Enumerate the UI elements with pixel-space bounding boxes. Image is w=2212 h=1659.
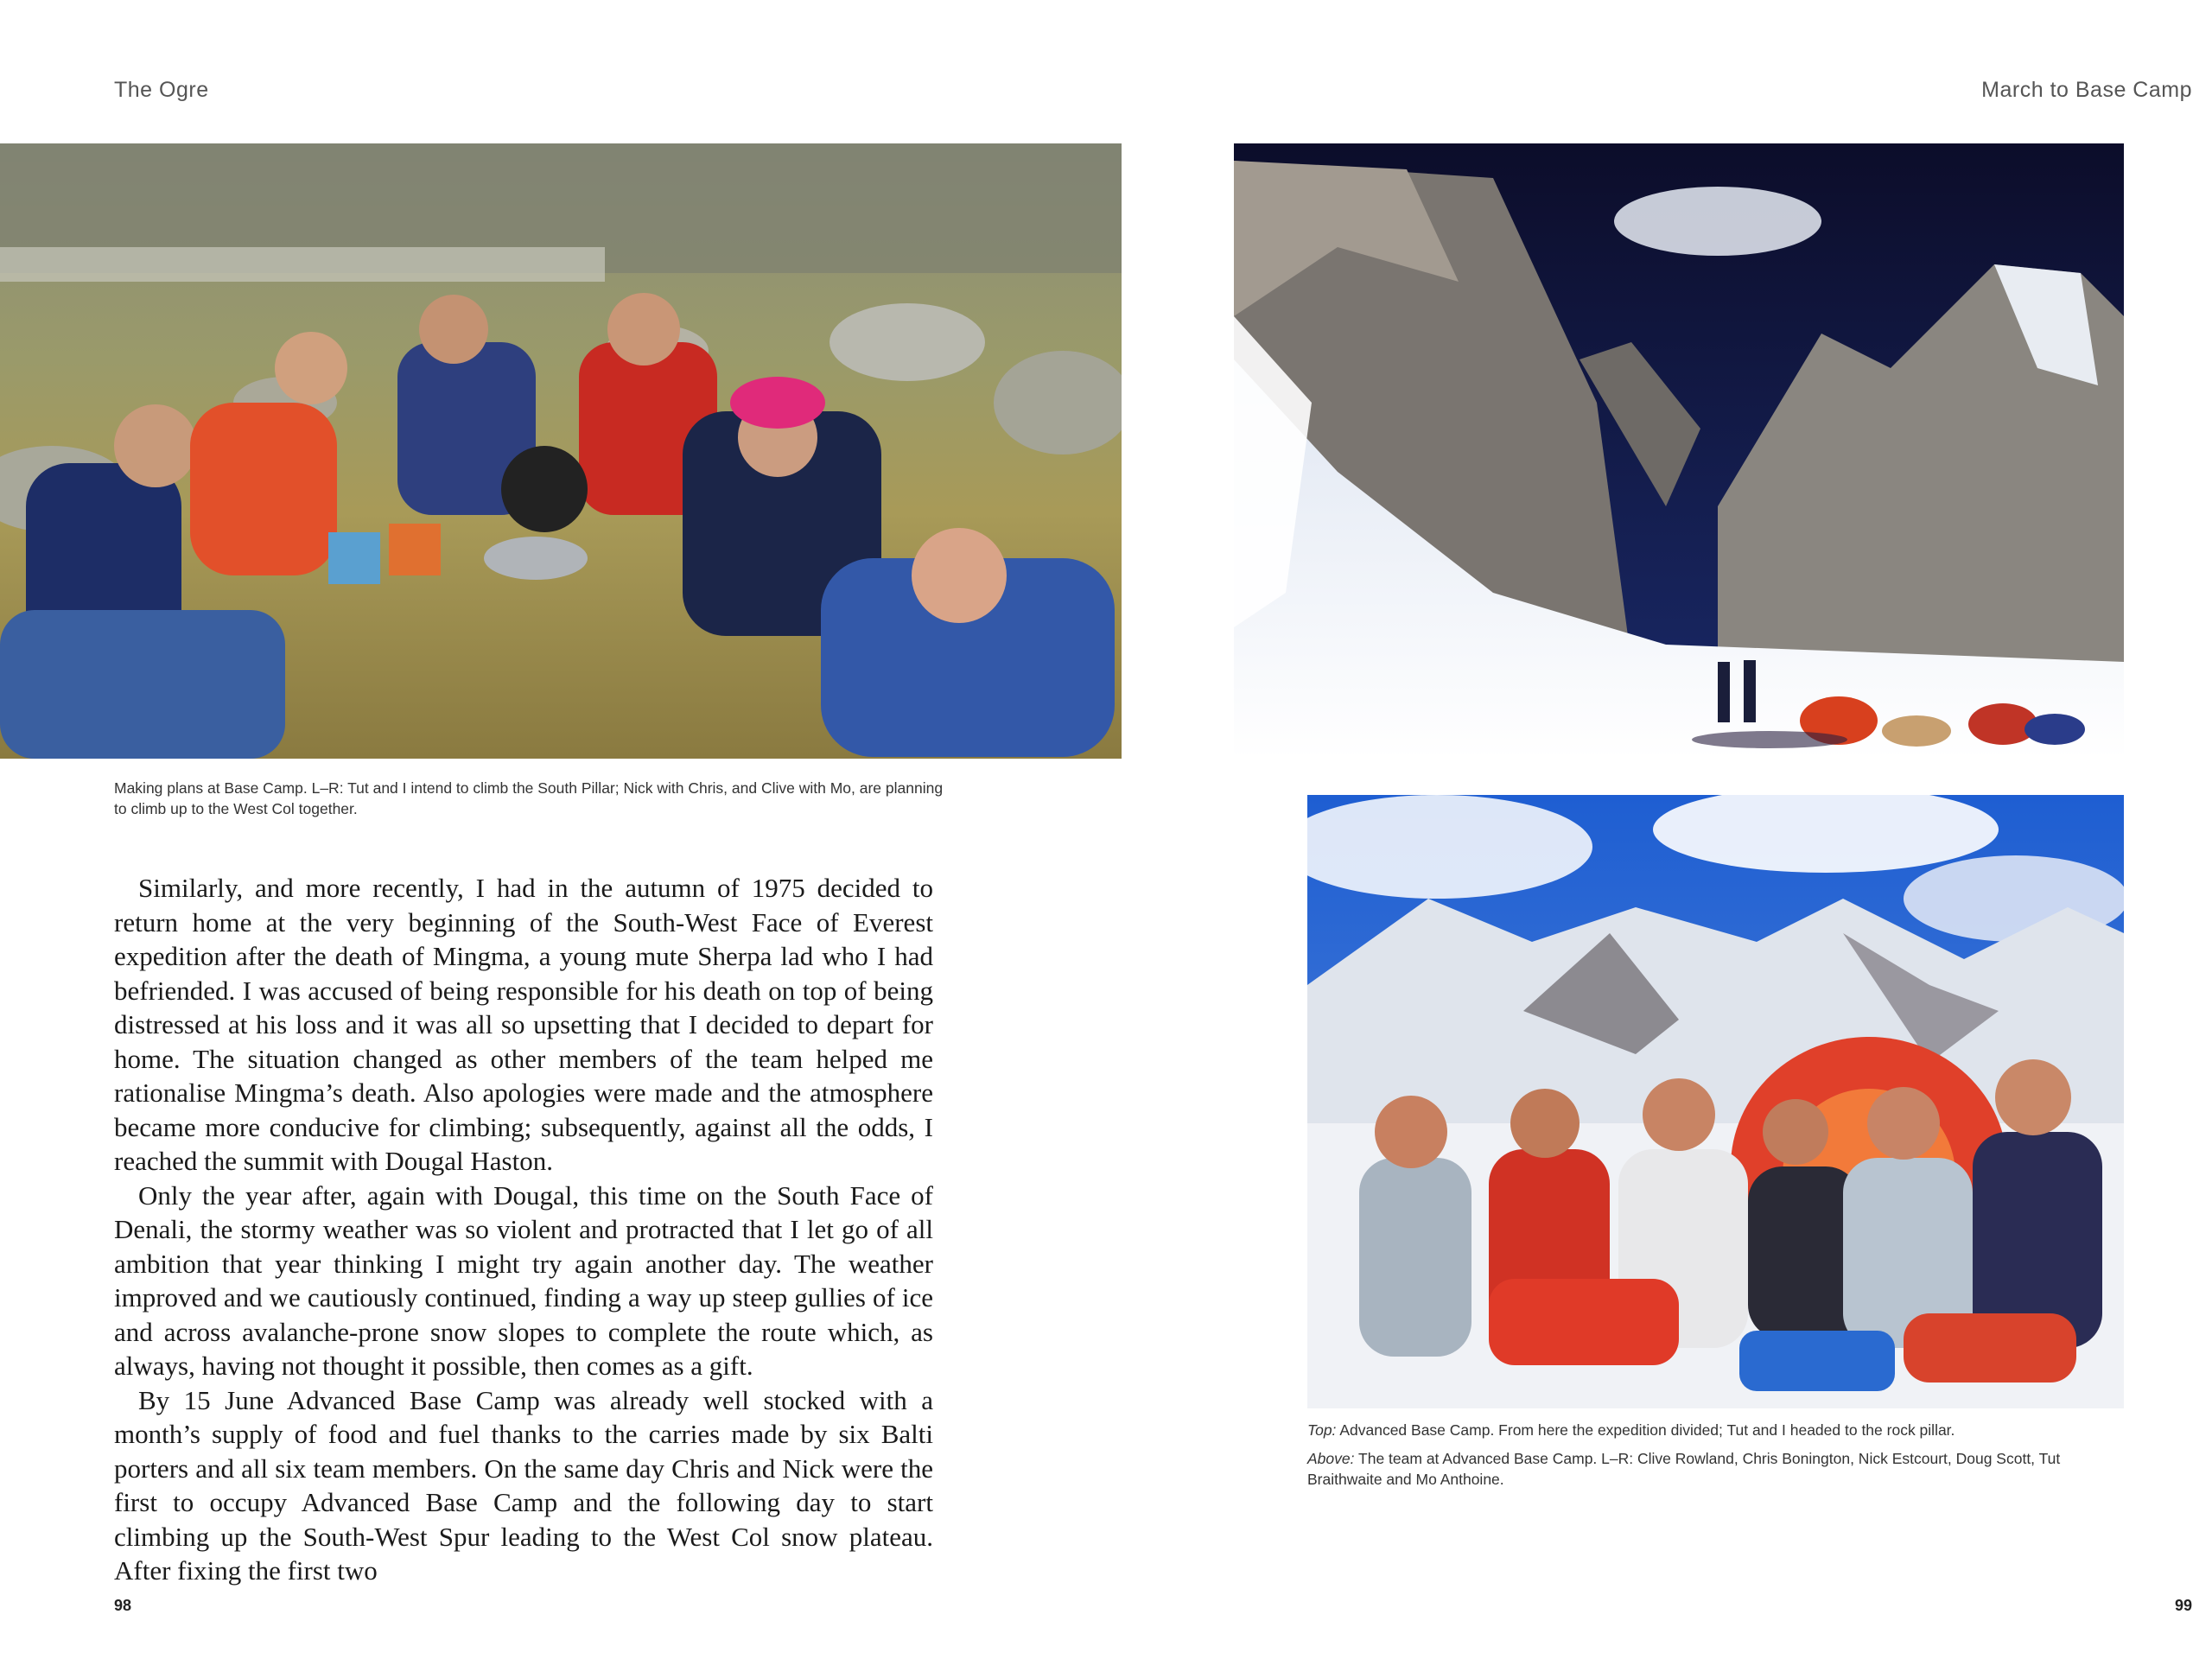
- body-paragraph: By 15 June Advanced Base Camp was already well stocked with a month’s supply of food and fuel thanks to the carries made by six Balti porters and all six team members. On the same day Chris and Nick were the first to occupy Advanced Base Camp and the following day to start climbing up the South-West Spur leading to the West Col snow plateau. After fixing the first two: [114, 1384, 933, 1586]
- team-photo: [1307, 795, 2124, 1408]
- advanced-base-camp-photo: [1234, 143, 2124, 759]
- caption-above: [1307, 1448, 2137, 1490]
- page-number-right: 99: [2174, 1597, 2192, 1614]
- caption-lead: Top:: [1307, 1421, 1337, 1439]
- caption-top: [1307, 1420, 2137, 1440]
- caption-text: Advanced Base Camp. From here the expedition divided; Tut and I headed to the rock pillar.: [1336, 1421, 1955, 1439]
- caption-text: The team at Advanced Base Camp. L–R: Clive Rowland, Chris Bonington, Nick Estcourt, Doug Scott, Tut Braithwaite and Mo Anthoine.: [1307, 1450, 2061, 1488]
- page-number-left: 98: [114, 1597, 132, 1614]
- caption-lead: Above:: [1307, 1450, 1355, 1467]
- body-text: [114, 871, 933, 1588]
- running-head-left: The Ogre: [114, 78, 209, 102]
- base-camp-photo: [0, 143, 1122, 759]
- body-paragraph: Similarly, and more recently, I had in the autumn of 1975 decided to return home at the very beginning of the South-West Face of Everest expedition after the death of Mingma, a young mute Sherpa lad who I had befriended. I was accused of being responsible for his death on top of being distressed at his loss and it was all so upsetting that I decided to depart for home. The situation changed as other members of the team helped me rationalise Mingma’s death. Also apologies were made and the atmosphere became more conducive for climbing; subsequently, against all the odds, I reached the summit with Dougal Haston.: [114, 873, 933, 1176]
- photo-caption-left: Making plans at Base Camp. L–R: Tut and I intend to climb the South Pillar; Nick with Chris, and Clive with Mo, are planning to climb up to the West Col together.: [114, 779, 944, 817]
- right-page: [1106, 0, 2212, 1659]
- photo-captions-right: [1307, 1420, 2137, 1497]
- body-paragraph: Only the year after, again with Dougal, this time on the South Face of Denali, the stormy weather was so violent and protracted that I let go of all ambition that year thinking I might try again another day. The weather improved and we cautiously continued, finding a way up steep gullies of ice and across avalanche-prone snow slopes to complete the route which, as always, having not thought it possible, then comes as a gift.: [114, 1179, 933, 1381]
- running-head-right: March to Base Camp: [1981, 78, 2192, 102]
